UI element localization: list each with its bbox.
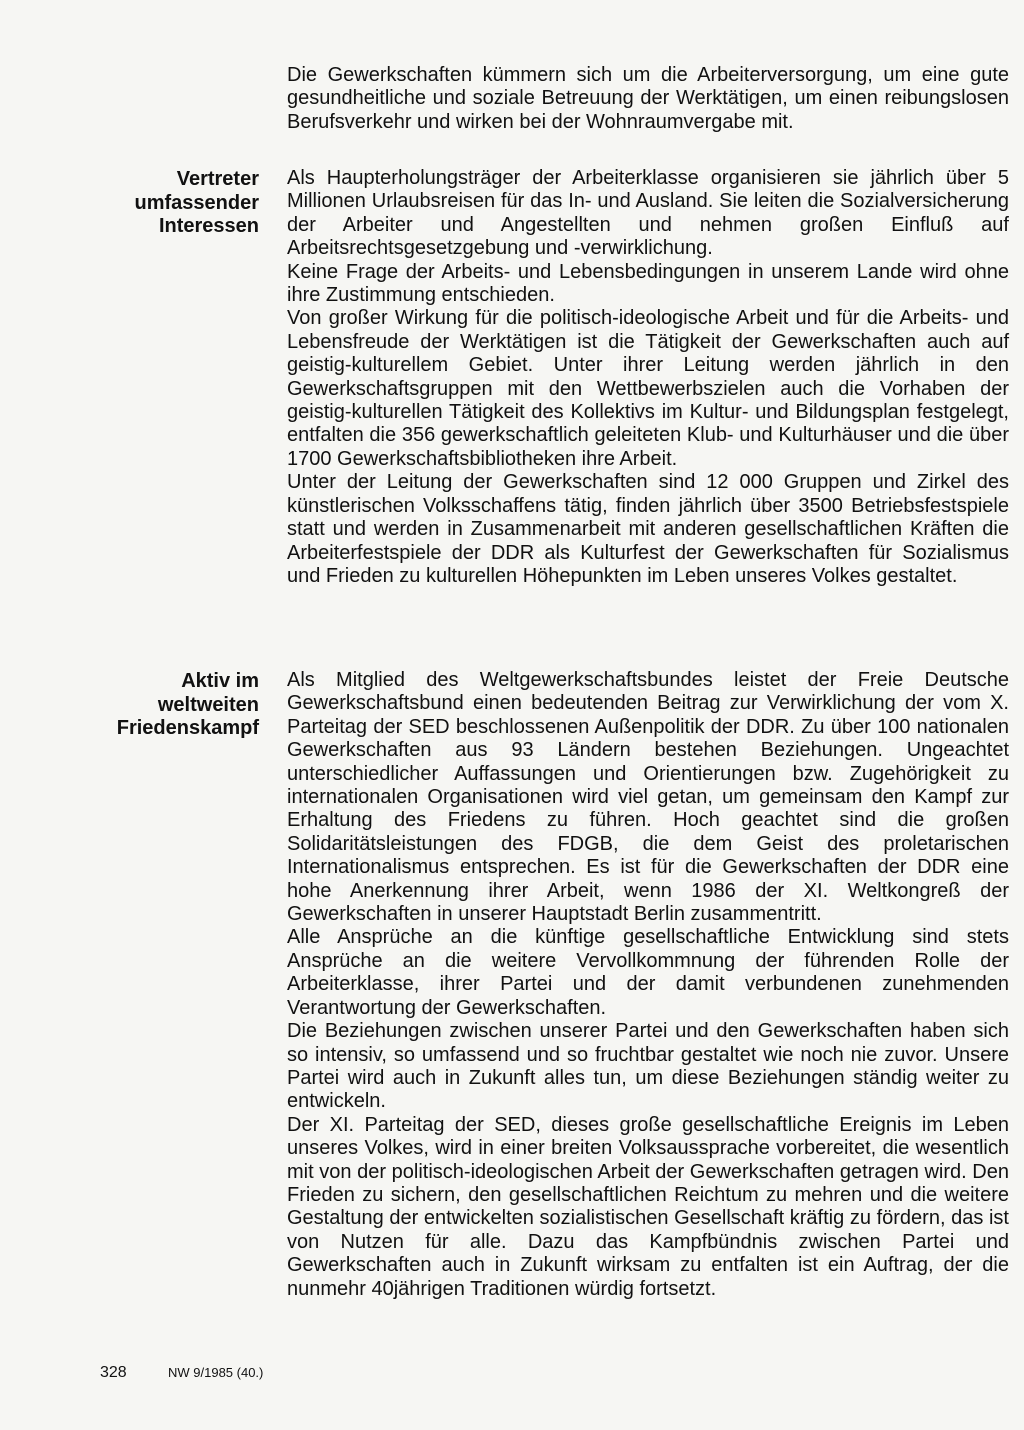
paragraph: Unter der Leitung der Gewerkschaften sind 12 000 Gruppen und Zirkel des künstlerischen Volksschaffens tätig, finden jährlich über 3500 Betriebsfestspiele statt und werden in Zusammenarbeit mit anderen gesellschaftlichen Kräften die Arbeiterfestspiele der DDR als Kulturfest der Gewerkschaften für Sozialismus und Frieden zu kulturellen Höhepunkten im Leben unseres Volkes gestaltet. [287,471,1009,587]
section-representatives-text [287,167,1009,588]
margin-heading-line: umfassender [134,191,259,214]
paragraph: Die Beziehungen zwischen unserer Partei und den Gewerkschaften haben sich so intensiv, so umfassend und so fruchtbar gestaltet wie noch nie zuvor. Unsere Partei wird auch in Zukunft alles tun, um diese Beziehungen ständig weiter zu entwickeln. [287,1020,1009,1113]
paragraph: Alle Ansprüche an die künftige gesellschaftliche Entwicklung sind stets Ansprüche an die weitere Vervollkommnung der führenden Rolle der Arbeiterklasse, ihrer Partei und der damit verbundenen zunehmenden Verantwortung der Gewerkschaften. [287,926,1009,1019]
page-number: 328 [100,1364,127,1381]
paragraph: Keine Frage der Arbeits- und Lebensbedingungen in unserem Lande wird ohne ihre Zustimmung entschieden. [287,260,1009,307]
paragraph: Als Haupterholungsträger der Arbeiterklasse organisieren sie jährlich über 5 Millionen Urlaubsreisen für das In- und Ausland. Sie leiten die Sozialversicherung der Arbeiter und Angestellten und nehmen großen Einfluß auf Arbeitsrechtsgesetzgebung und -verwirklichung. [287,167,1009,260]
journal-reference: NW 9/1985 (40.) [168,1365,264,1380]
margin-heading-line: Aktiv im [181,670,259,692]
margin-heading-line: Interessen [158,215,259,237]
margin-heading-peace-struggle [59,670,259,741]
paragraph: Als Mitglied des Weltgewerkschaftsbundes leistet der Freie Deutsche Gewerkschaftsbund einen bedeutenden Beitrag zur Verwirklichung der vom X. Parteitag der SED beschlossenen Außenpolitik der DDR. Zu über 100 nationalen Gewerkschaften aus 93 Ländern bestehen Beziehungen. Ungeachtet unterschiedlicher Auffassungen und Orientierungen bzw. Zugehörigkeit zu internationalen Organisationen wird viel getan, um gemeinsam den Kampf zur Erhaltung des Friedens zu führen. Hoch geachtet sind die großen Solidaritätsleistungen des FDGB, die dem Geist des proletarischen Internationalismus entsprechen. Es ist für die Gewerkschaften der DDR eine hohe Anerkennung ihrer Arbeit, wenn 1986 der XI. Weltkongreß der Gewerkschaften in unserer Hauptstadt Berlin zusammentritt. [287,669,1009,926]
intro-text [287,64,1009,134]
paragraph: Die Gewerkschaften kümmern sich um die Arbeiterversorgung, um eine gute gesundheitliche und soziale Betreuung der Werktätigen, um einen reibungslosen Berufsverkehr und wirken bei der Wohnraumvergabe mit. [287,64,1009,133]
margin-heading-line: weltweiten [157,693,259,716]
margin-heading-line: Friedenskampf [116,717,259,739]
paragraph: Der XI. Parteitag der SED, dieses große gesellschaftliche Ereignis im Leben unseres Volkes, wird in einer breiten Volksaussprache vorbereitet, die wesentlich mit von der politisch-ideologischen Arbeit der Gewerkschaften getragen wird. Den Frieden zu sichern, den gesellschaftlichen Reichtum zu mehren und die weitere Gestaltung der entwickelten sozialistischen Gesellschaft kräftig zu fördern, das ist von Nutzen für alle. Dazu das Kampfbündnis zwischen Partei und Gewerkschaften auch in Zukunft wirksam zu entfalten ist ein Auftrag, der die nunmehr 40jährigen Traditionen würdig fortsetzt. [287,1113,1009,1300]
margin-heading-line: Vertreter [176,168,259,190]
margin-heading-representatives [59,168,259,239]
section-peace-struggle-text [287,669,1009,1301]
paragraph: Von großer Wirkung für die politisch-ideologische Arbeit und für die Arbeits- und Lebensfreude der Werktätigen ist die Tätigkeit der Gewerkschaften auch auf geistig-kulturellem Gebiet. Unter ihrer Leitung werden jährlich in den Gewerkschaftsgruppen mit den Wettbewerbszielen auch die Vorhaben der geistig-kulturellen Tätigkeit des Kollektivs im Kultur- und Bildungsplan festgelegt, entfalten die 356 gewerkschaftlich geleiteten Klub- und Kulturhäuser und die über 1700 Gewerkschaftsbibliotheken ihre Arbeit. [287,307,1009,470]
